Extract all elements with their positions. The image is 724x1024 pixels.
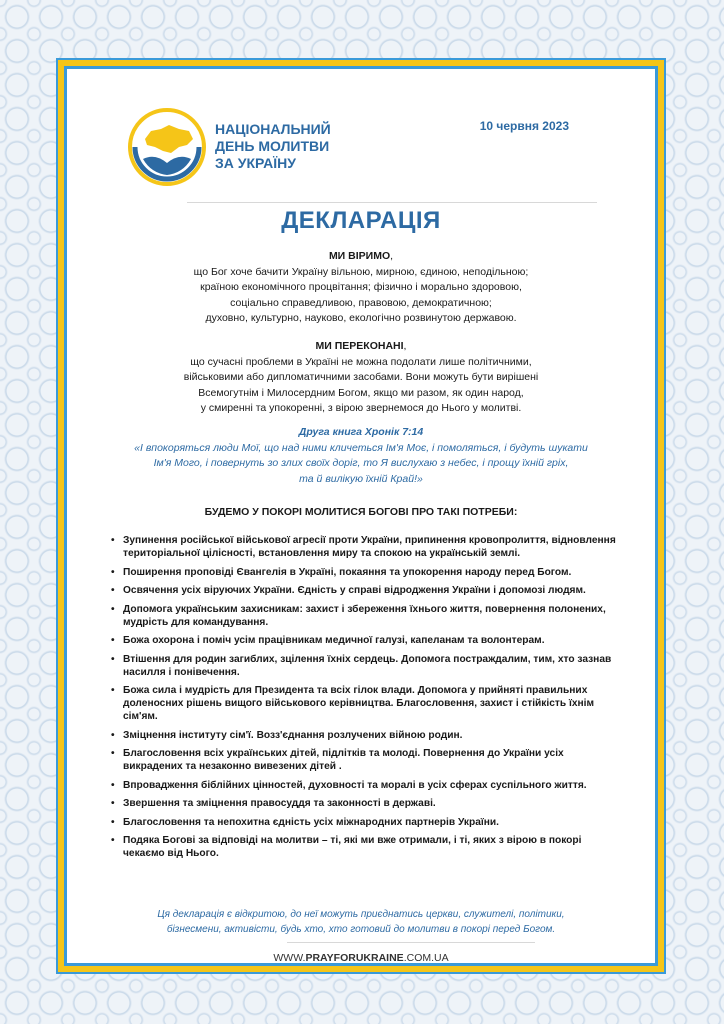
closing-note (97, 907, 625, 937)
event-name (215, 121, 395, 172)
page-inner (64, 66, 658, 966)
needs-heading: БУДЕМО У ПОКОРІ МОЛИТИСЯ БОГОВІ ПРО ТАКІ ПОТРЕБИ: (204, 506, 518, 518)
list-item: • Божа сила і мудрість для Президента та всіх гілок влади. Допомога у прийняті правильних доленосних рішень вищого військового керівництва. Благословення, захист і стійкість їхнім сім'ям. (123, 684, 619, 723)
scripture-line: Ім'я Мого, і повернуть зо злих своїх доріг, то Я вислухаю з небес, і прощу їхній гріх, (153, 457, 569, 469)
list-item: • Зупинення російської військової агресії проти України, припинення кровопролиття, відновлення територіальної цілісності, встановлення миру та спокою на українській землі. (123, 534, 619, 560)
list-item: • Божа охорона і поміч усім працівникам медичної галузі, капеланам та волонтерам. (123, 634, 619, 647)
convinced-section (97, 339, 625, 417)
list-item: • Благословення та непохитна єдність усіх міжнародних партнерів України. (123, 816, 619, 829)
convinced-line: у смиренні та упокоренні, з вірою звернемося до Нього у молитві. (200, 402, 522, 414)
page-frame (56, 58, 666, 974)
believe-line: країною економічного процвітання; фізично і морально здоровою, (200, 281, 522, 293)
needs-list (123, 534, 619, 866)
convinced-heading: МИ ПЕРЕКОНАНІ (315, 340, 404, 352)
website-prefix: WWW. (273, 952, 306, 964)
scripture-reference: Друга книга Хронік 7:14 (298, 426, 424, 438)
list-item: • Подяка Богові за відповіді на молитви – ті, які ми вже отримали, і ті, яких з вірою в покорі чекаємо від Нього. (123, 834, 619, 860)
heading-comma: , (390, 250, 394, 262)
website-suffix: .COM.UA (403, 952, 449, 964)
believe-line: духовно, культурно, науково, екологічно розвинутою державою. (205, 312, 517, 324)
scripture-line: «І впокоряться люди Мої, що над ними кличеться Ім'я Моє, і помоляться, і будуть шукати (134, 441, 588, 454)
list-item: • Впровадження біблійних цінностей, духовності та моралі в усіх сферах суспільного життя. (123, 779, 619, 792)
list-item: • Втішення для родин загиблих, зцілення їхніх сердець. Допомога постраждалим, тим, хто зазнав насилля і понівечення. (123, 653, 619, 679)
divider (187, 202, 597, 203)
page-title: ДЕКЛАРАЦІЯ (281, 207, 441, 234)
event-name-line: ДЕНЬ МОЛИТВИ (215, 138, 330, 154)
convinced-line: Всемогутнім і Милосердним Богом, якщо ми разом, як один народ, (198, 386, 524, 399)
believe-heading: МИ ВІРИМО (328, 250, 391, 262)
believe-section (97, 249, 625, 327)
list-item: • Допомога українським захисникам: захист і збереження їхнього життя, повернення полонених, мудрість для командування. (123, 603, 619, 629)
scripture-line: та й вилікую їхній Край!» (299, 472, 423, 485)
list-item: • Звершення та зміцнення правосуддя та законності в державі. (123, 797, 619, 810)
scripture-quote (97, 425, 625, 487)
event-date: 10 червня 2023 (479, 119, 569, 133)
list-item: • Благословення всіх українських дітей, підлітків та молоді. Повернення до України усіх викрадених та незаконно вивезених дітей . (123, 747, 619, 773)
list-item: • Зміцнення інституту сім'ї. Возз'єднання розлучених війною родин. (123, 729, 619, 742)
list-item: • Освячення усіх віруючих України. Єдність у справі відродження України і допомозі людям. (123, 584, 619, 597)
convinced-line: військовими або дипломатичними засобами. Вони можуть бути вирішені (183, 371, 539, 383)
believe-line: соціально справедливою, правовою, демократичною; (230, 296, 492, 309)
list-item: • Поширення проповіді Євангелія в Україні, покаяння та упокорення народу перед Богом. (123, 566, 619, 579)
closing-line: бізнесмени, активісти, будь хто, хто готовий до молитви в покорі перед Богом. (166, 924, 556, 935)
convinced-line: що сучасні проблеми в Україні не можна подолати лише політичними, (190, 355, 532, 368)
heading-comma: , (403, 340, 407, 352)
website-link[interactable] (67, 952, 655, 964)
divider (287, 942, 535, 943)
believe-line: що Бог хоче бачити Україну вільною, мирною, єдиною, неподільною; (193, 265, 529, 278)
declaration-document (67, 69, 655, 963)
event-name-line: ЗА УКРАЇНУ (215, 155, 296, 171)
event-name-line: НАЦІОНАЛЬНИЙ (215, 121, 331, 137)
closing-line: Ця декларація є відкритою, до неї можуть приєднатись церкви, служителі, політики, (157, 909, 565, 920)
ukraine-map-hands-icon (127, 107, 207, 187)
website-domain: PRAYFORUKRAINE (305, 952, 404, 964)
